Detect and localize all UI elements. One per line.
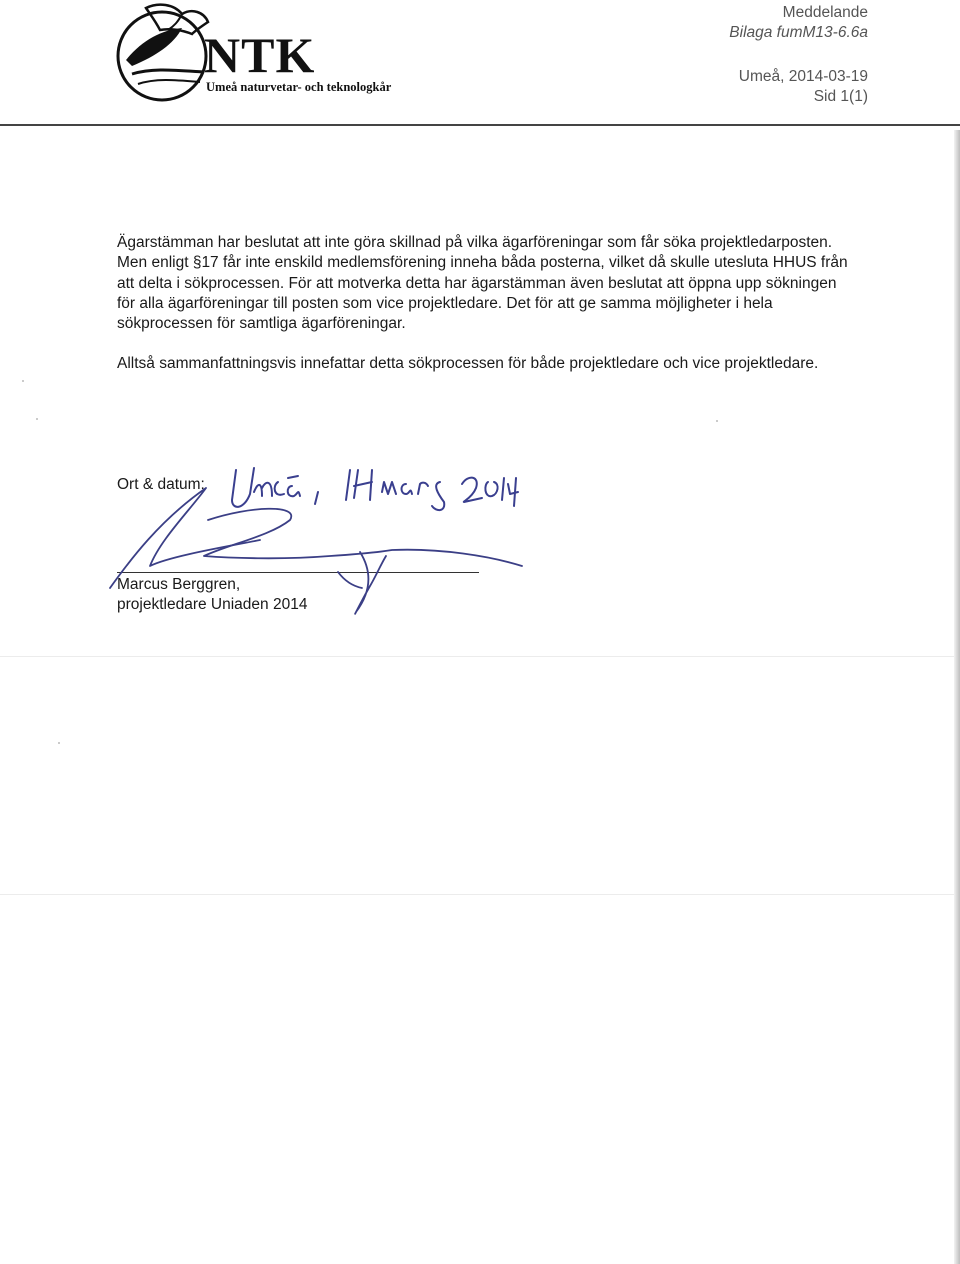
document-header-meta [729, 3, 868, 107]
place-date: Umeå, 2014-03-19 [738, 68, 868, 85]
logo-wordmark: NTK [204, 27, 316, 83]
scan-speck [22, 380, 24, 382]
signer-name: Marcus Berggren, [117, 576, 241, 593]
doc-type: Meddelande [782, 4, 868, 21]
ntk-logo [112, 0, 402, 108]
scan-speck [36, 418, 38, 420]
signer-title: projektledare Uniaden 2014 [117, 596, 308, 613]
scan-artifact [0, 894, 954, 895]
logo-subtitle: Umeå naturvetar- och teknologkår [206, 80, 392, 94]
page-number: Sid 1(1) [813, 88, 868, 105]
signer-block [117, 575, 307, 615]
doc-reference: Bilaga fumM13-6.6a [729, 24, 868, 41]
scan-edge-shadow [954, 130, 960, 1264]
scan-artifact [0, 656, 954, 657]
place-date-label: Ort & datum: [117, 476, 205, 493]
signature-line [117, 572, 479, 573]
body-paragraph-2: Alltså sammanfattningsvis innefattar detta sökprocessen för både projektledare och vice projektledare. [117, 355, 819, 373]
header-divider [0, 124, 960, 126]
scan-speck [58, 742, 60, 744]
body-paragraph-1: Ägarstämman har beslutat att inte göra skillnad på vilka ägarföreningar som får söka projektledarposten. Men enligt §17 får inte enskild medlemsförening inneha båda posterna, vilket då skulle utesluta HHUS från att delta i sökprocessen. För att motverka detta har ägarstämman även beslutat att öppna upp sökningen för alla ägarföreningar till posten som vice projektledare. Det för att ge samma möjligheter i hela sökprocessen för samtliga ägarföreningar. [117, 234, 848, 333]
letter-body [117, 233, 857, 375]
scan-speck [716, 420, 718, 422]
